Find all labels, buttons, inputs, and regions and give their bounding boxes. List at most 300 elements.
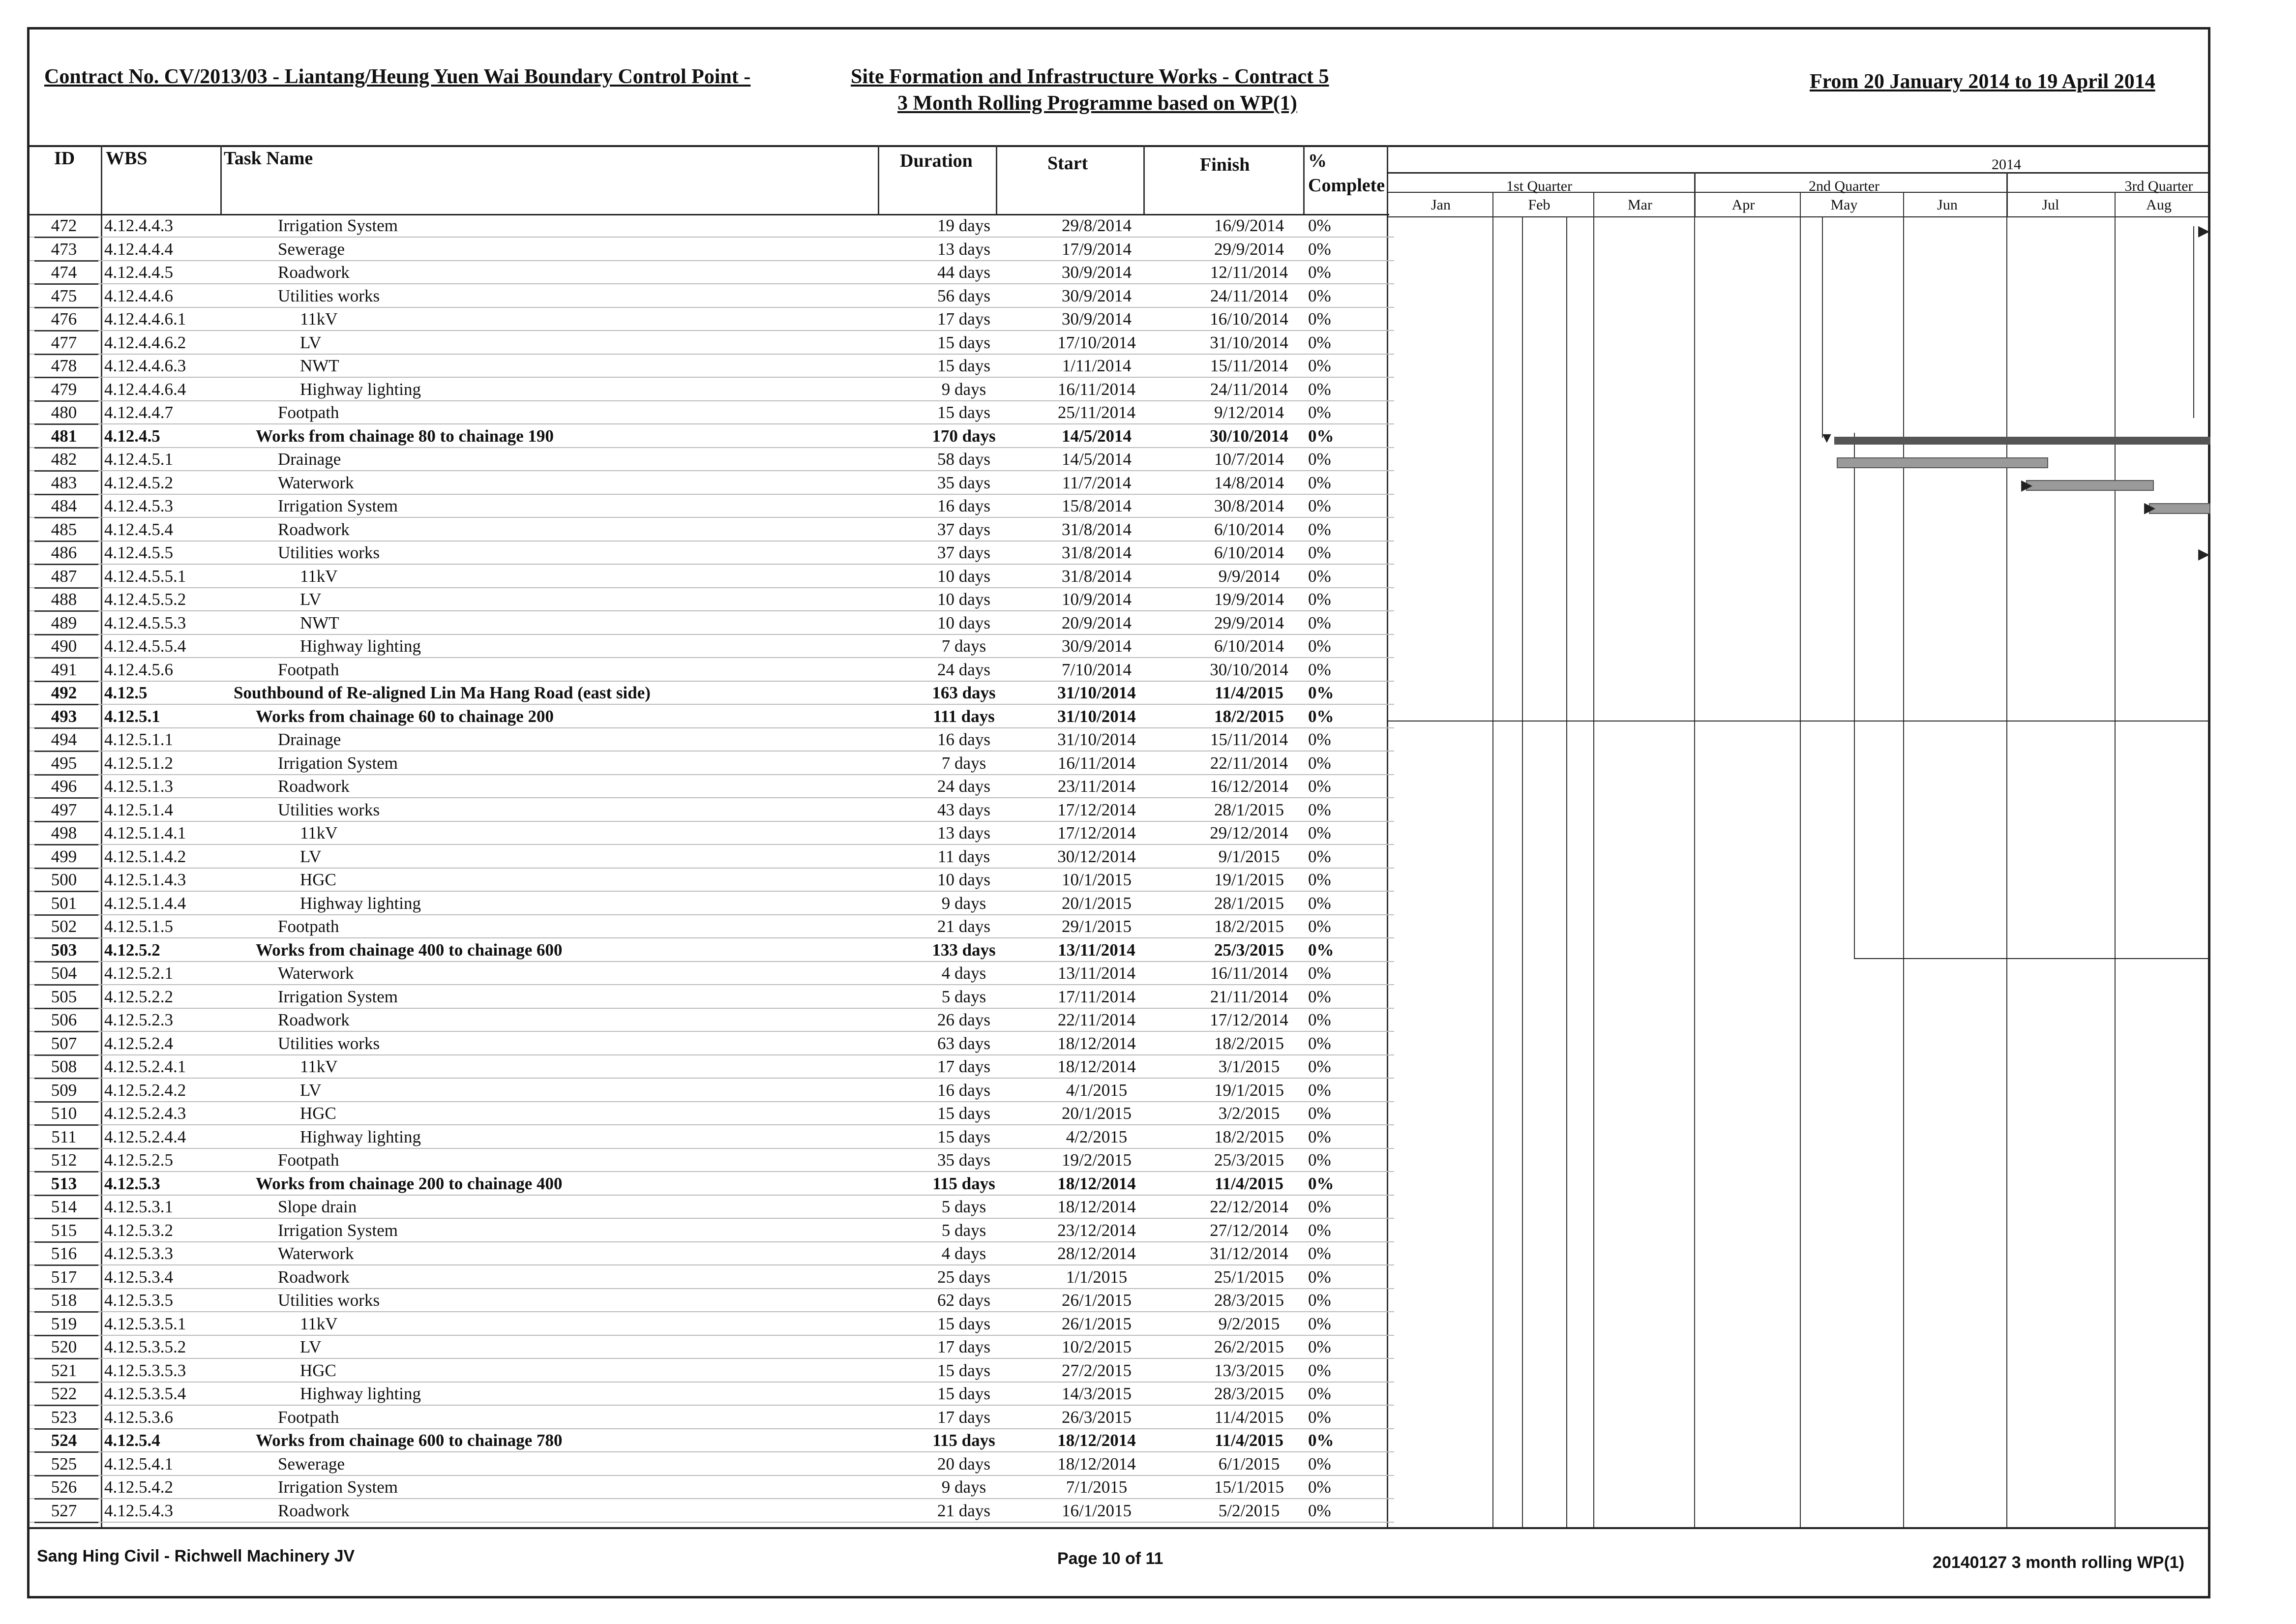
task-start: 11/7/2014 <box>1062 473 1132 492</box>
task-percent-complete: 0% <box>1308 1407 1331 1427</box>
table-row <box>30 1265 1394 1289</box>
task-percent-complete: 0% <box>1308 777 1331 796</box>
task-name: Roadwork <box>278 777 350 796</box>
table-row <box>30 518 1394 541</box>
task-name: LV <box>300 590 322 609</box>
task-duration: 25 days <box>937 1267 990 1287</box>
task-id: 516 <box>51 1244 77 1263</box>
task-start: 31/10/2014 <box>1057 730 1136 749</box>
timescale-month-mar: Mar <box>1628 197 1652 213</box>
task-wbs: 4.12.5.2.4.2 <box>104 1080 186 1100</box>
task-finish: 19/1/2015 <box>1214 1080 1284 1100</box>
table-row <box>30 541 1394 565</box>
task-duration: 17 days <box>937 1337 990 1356</box>
task-id: 507 <box>51 1033 77 1053</box>
task-wbs: 4.12.5.2.4 <box>104 1033 173 1053</box>
table-row <box>30 261 1394 284</box>
timescale-quarter-3: 3rd Quarter <box>2124 178 2193 194</box>
col-header-wbs: WBS <box>106 148 148 169</box>
task-finish: 6/10/2014 <box>1214 543 1284 562</box>
task-name: Roadwork <box>278 1267 350 1287</box>
task-name: 11kV <box>300 566 338 586</box>
timescale-quarter-1: 1st Quarter <box>1506 178 1573 194</box>
timescale-month-may: May <box>1830 197 1858 213</box>
task-name: 11kV <box>300 1314 338 1333</box>
task-finish: 15/1/2015 <box>1214 1477 1284 1497</box>
task-percent-complete: 0% <box>1308 496 1331 515</box>
timescale-month-aug: Aug <box>2146 197 2172 213</box>
task-finish: 25/1/2015 <box>1214 1267 1284 1287</box>
task-wbs: 4.12.5.3.5.4 <box>104 1384 186 1403</box>
task-name: Footpath <box>278 660 339 679</box>
link-arrow-icon: ▶ <box>2144 500 2156 516</box>
task-wbs: 4.12.5.4.1 <box>104 1454 173 1474</box>
col-divider <box>1143 145 1145 214</box>
timescale-month-jun: Jun <box>1937 197 1958 213</box>
gantt-group-divider <box>1387 721 2210 722</box>
task-wbs: 4.12.4.4.6.1 <box>104 309 186 329</box>
task-start: 17/12/2014 <box>1057 800 1136 819</box>
timescale-year: 2014 <box>1992 156 2021 173</box>
table-row <box>30 634 1394 658</box>
task-percent-complete: 0% <box>1308 403 1331 422</box>
task-percent-complete: 0% <box>1308 1501 1331 1520</box>
task-finish: 30/10/2014 <box>1210 660 1288 679</box>
task-wbs: 4.12.5.4 <box>104 1431 160 1450</box>
task-name: LV <box>300 1080 322 1100</box>
table-row <box>30 424 1394 448</box>
task-name: Waterwork <box>278 473 354 492</box>
task-duration: 5 days <box>941 987 986 1006</box>
col-divider <box>878 145 879 214</box>
task-wbs: 4.12.5.1.2 <box>104 753 173 773</box>
task-start: 14/5/2014 <box>1062 450 1132 469</box>
task-start: 20/1/2015 <box>1062 1104 1132 1123</box>
task-name: Irrigation System <box>278 987 398 1006</box>
task-start: 1/11/2014 <box>1062 356 1132 375</box>
date-range: From 20 January 2014 to 19 April 2014 <box>1810 70 2155 93</box>
task-finish: 29/9/2014 <box>1214 613 1284 632</box>
task-percent-complete: 0% <box>1308 1477 1331 1497</box>
task-finish: 10/7/2014 <box>1214 450 1284 469</box>
month-gridline <box>2006 192 2007 1527</box>
task-name: Works from chainage 400 to chainage 600 <box>256 940 563 960</box>
task-name: NWT <box>300 356 339 375</box>
link-line <box>1854 433 1855 959</box>
task-name: Utilities works <box>278 543 380 562</box>
task-percent-complete: 0% <box>1308 613 1331 632</box>
task-duration: 133 days <box>932 940 996 960</box>
task-id: 498 <box>51 823 77 842</box>
table-row <box>30 1406 1394 1429</box>
task-finish: 16/10/2014 <box>1210 309 1288 329</box>
task-duration: 16 days <box>937 730 990 749</box>
task-duration: 24 days <box>937 660 990 679</box>
task-start: 1/1/2015 <box>1066 1267 1128 1287</box>
task-finish: 16/9/2014 <box>1214 216 1284 235</box>
task-percent-complete: 0% <box>1308 1150 1331 1170</box>
task-id: 491 <box>51 660 77 679</box>
task-wbs: 4.12.5.2.1 <box>104 963 173 983</box>
task-wbs: 4.12.5.2.5 <box>104 1150 173 1170</box>
task-wbs: 4.12.5.2.2 <box>104 987 173 1006</box>
task-duration: 15 days <box>937 356 990 375</box>
task-finish: 29/9/2014 <box>1214 239 1284 259</box>
task-id: 522 <box>51 1384 77 1403</box>
task-wbs: 4.12.5.1.5 <box>104 917 173 936</box>
task-duration: 9 days <box>941 1477 986 1497</box>
title-divider <box>27 145 2210 147</box>
task-percent-complete: 0% <box>1308 1127 1331 1146</box>
task-wbs: 4.12.5.1.4.2 <box>104 846 186 866</box>
task-duration: 24 days <box>937 777 990 796</box>
task-duration: 15 days <box>937 332 990 352</box>
task-wbs: 4.12.5.3.6 <box>104 1407 173 1427</box>
task-bar-484 <box>2149 503 2210 514</box>
task-finish: 21/11/2014 <box>1210 987 1288 1006</box>
task-id: 475 <box>51 286 77 305</box>
task-percent-complete: 0% <box>1308 473 1331 492</box>
task-wbs: 4.12.5.4.3 <box>104 1501 173 1520</box>
task-finish: 3/2/2015 <box>1218 1104 1280 1123</box>
task-wbs: 4.12.5.1.4.3 <box>104 870 186 889</box>
task-percent-complete: 0% <box>1308 706 1334 726</box>
task-finish: 15/11/2014 <box>1210 730 1288 749</box>
task-id: 505 <box>51 987 77 1006</box>
task-percent-complete: 0% <box>1308 566 1331 586</box>
task-duration: 5 days <box>941 1220 986 1240</box>
task-start: 20/1/2015 <box>1062 893 1132 913</box>
task-id: 496 <box>51 777 77 796</box>
task-duration: 10 days <box>937 613 990 632</box>
task-name: Footpath <box>278 917 339 936</box>
task-id: 495 <box>51 753 77 773</box>
task-percent-complete: 0% <box>1308 660 1331 679</box>
timescale-quarter-2: 2nd Quarter <box>1808 178 1880 194</box>
task-start: 30/9/2014 <box>1062 263 1132 282</box>
task-bar-482 <box>1837 457 2048 468</box>
task-duration: 15 days <box>937 1314 990 1333</box>
task-wbs: 4.12.5.1.4.1 <box>104 823 186 842</box>
task-wbs: 4.12.4.5.5.1 <box>104 566 186 586</box>
table-row <box>30 1125 1394 1149</box>
task-finish: 30/10/2014 <box>1210 426 1288 446</box>
task-finish: 19/9/2014 <box>1214 590 1284 609</box>
table-row <box>30 938 1394 962</box>
month-gridline <box>1492 192 1493 1527</box>
table-row <box>30 658 1394 682</box>
task-wbs: 4.12.5.2.3 <box>104 1010 173 1029</box>
col-divider <box>996 145 997 214</box>
task-duration: 20 days <box>937 1454 990 1474</box>
task-wbs: 4.12.4.5.1 <box>104 450 173 469</box>
task-percent-complete: 0% <box>1308 987 1331 1006</box>
task-id: 517 <box>51 1267 77 1287</box>
task-start: 25/11/2014 <box>1057 403 1136 422</box>
task-id: 493 <box>51 706 77 726</box>
task-percent-complete: 0% <box>1308 683 1334 702</box>
task-name: Southbound of Re-aligned Lin Ma Hang Road (east side) <box>234 683 651 702</box>
task-wbs: 4.12.5 <box>104 683 148 702</box>
task-duration: 170 days <box>932 426 996 446</box>
task-wbs: 4.12.4.5.2 <box>104 473 173 492</box>
task-id: 521 <box>51 1360 77 1380</box>
table-row <box>30 1359 1394 1383</box>
task-start: 30/12/2014 <box>1057 846 1136 866</box>
task-id: 523 <box>51 1407 77 1427</box>
task-wbs: 4.12.4.5.5.3 <box>104 613 186 632</box>
task-finish: 19/1/2015 <box>1214 870 1284 889</box>
table-row <box>30 1429 1394 1452</box>
task-duration: 163 days <box>932 683 996 702</box>
task-start: 27/2/2015 <box>1062 1360 1132 1380</box>
task-id: 504 <box>51 963 77 983</box>
task-wbs: 4.12.4.5.5 <box>104 543 173 562</box>
task-duration: 10 days <box>937 870 990 889</box>
task-id: 526 <box>51 1477 77 1497</box>
task-name: Utilities works <box>278 1291 380 1310</box>
task-start: 29/1/2015 <box>1062 917 1132 936</box>
task-id: 484 <box>51 496 77 515</box>
table-row <box>30 681 1394 705</box>
task-percent-complete: 0% <box>1308 1010 1331 1029</box>
task-id: 525 <box>51 1454 77 1474</box>
table-row <box>30 985 1394 1009</box>
task-name: NWT <box>300 613 339 632</box>
task-start: 17/12/2014 <box>1057 823 1136 842</box>
task-start: 16/11/2014 <box>1057 379 1136 399</box>
task-duration: 7 days <box>941 636 986 656</box>
col-header-duration: Duration <box>900 150 973 171</box>
task-wbs: 4.12.5.1.4 <box>104 800 173 819</box>
task-name: Highway lighting <box>300 893 421 913</box>
contract-title: Contract No. CV/2013/03 - Liantang/Heung Yuen Wai Boundary Control Point - <box>44 65 751 88</box>
task-id: 520 <box>51 1337 77 1356</box>
task-finish: 18/2/2015 <box>1214 917 1284 936</box>
task-percent-complete: 0% <box>1308 1080 1331 1100</box>
task-wbs: 4.12.4.4.6 <box>104 286 173 305</box>
task-start: 26/3/2015 <box>1062 1407 1132 1427</box>
task-percent-complete: 0% <box>1308 590 1331 609</box>
task-name: Utilities works <box>278 800 380 819</box>
task-name: LV <box>300 1337 322 1356</box>
task-duration: 63 days <box>937 1033 990 1053</box>
task-finish: 28/1/2015 <box>1214 893 1284 913</box>
task-name: Roadwork <box>278 263 350 282</box>
task-duration: 115 days <box>932 1431 995 1450</box>
task-wbs: 4.12.4.5 <box>104 426 160 446</box>
progress-line <box>1522 216 1523 1527</box>
task-duration: 9 days <box>941 893 986 913</box>
task-wbs: 4.12.4.5.5.4 <box>104 636 186 656</box>
task-finish: 18/2/2015 <box>1214 1127 1284 1146</box>
task-start: 29/8/2014 <box>1062 216 1132 235</box>
table-row <box>30 821 1394 845</box>
task-finish: 30/8/2014 <box>1214 496 1284 515</box>
task-id: 486 <box>51 543 77 562</box>
task-start: 23/12/2014 <box>1057 1220 1136 1240</box>
table-row <box>30 775 1394 798</box>
task-name: Drainage <box>278 450 341 469</box>
link-line <box>2193 226 2194 418</box>
task-finish: 11/4/2015 <box>1214 1173 1284 1193</box>
task-percent-complete: 0% <box>1308 286 1331 305</box>
task-wbs: 4.12.4.5.5.2 <box>104 590 186 609</box>
task-wbs: 4.12.5.2.4.3 <box>104 1104 186 1123</box>
task-percent-complete: 0% <box>1308 1244 1331 1263</box>
task-finish: 14/8/2014 <box>1214 473 1284 492</box>
task-duration: 17 days <box>937 1407 990 1427</box>
task-percent-complete: 0% <box>1308 450 1331 469</box>
task-wbs: 4.12.4.4.7 <box>104 403 173 422</box>
table-row <box>30 378 1394 401</box>
table-row <box>30 1008 1394 1032</box>
timescale-month-feb: Feb <box>1528 197 1551 213</box>
task-name: Highway lighting <box>300 1384 421 1403</box>
task-name: Works from chainage 60 to chainage 200 <box>256 706 554 726</box>
task-wbs: 4.12.5.3.3 <box>104 1244 173 1263</box>
task-id: 497 <box>51 800 77 819</box>
task-duration: 43 days <box>937 800 990 819</box>
task-start: 19/2/2015 <box>1062 1150 1132 1170</box>
task-percent-complete: 0% <box>1308 730 1331 749</box>
task-start: 31/8/2014 <box>1062 543 1132 562</box>
programme-title: Site Formation and Infrastructure Works - Contract 5 <box>851 65 1329 88</box>
task-percent-complete: 0% <box>1308 216 1331 235</box>
table-row <box>30 1172 1394 1196</box>
task-id: 518 <box>51 1291 77 1310</box>
table-row <box>30 1475 1394 1499</box>
task-percent-complete: 0% <box>1308 800 1331 819</box>
task-id: 476 <box>51 309 77 329</box>
task-start: 18/12/2014 <box>1057 1057 1136 1076</box>
task-duration: 26 days <box>937 1010 990 1029</box>
task-duration: 4 days <box>941 1244 986 1263</box>
task-name: Slope drain <box>278 1197 357 1216</box>
task-start: 18/12/2014 <box>1057 1431 1136 1450</box>
task-finish: 31/12/2014 <box>1210 1244 1288 1263</box>
task-percent-complete: 0% <box>1308 1291 1331 1310</box>
task-duration: 35 days <box>937 473 990 492</box>
task-start: 17/11/2014 <box>1057 987 1136 1006</box>
task-duration: 16 days <box>937 1080 990 1100</box>
task-id: 488 <box>51 590 77 609</box>
task-finish: 18/2/2015 <box>1214 706 1284 726</box>
task-id: 474 <box>51 263 77 282</box>
task-duration: 17 days <box>937 1057 990 1076</box>
task-duration: 15 days <box>937 1360 990 1380</box>
task-id: 527 <box>51 1501 77 1520</box>
task-finish: 9/12/2014 <box>1214 403 1284 422</box>
task-id: 487 <box>51 566 77 586</box>
task-percent-complete: 0% <box>1308 519 1331 539</box>
link-arrow-icon: ▶ <box>2198 546 2210 562</box>
task-duration: 37 days <box>937 519 990 539</box>
task-start: 26/1/2015 <box>1062 1291 1132 1310</box>
task-duration: 15 days <box>937 1104 990 1123</box>
task-duration: 62 days <box>937 1291 990 1310</box>
task-finish: 26/2/2015 <box>1214 1337 1284 1356</box>
task-name: Irrigation System <box>278 753 398 773</box>
task-wbs: 4.12.4.5.6 <box>104 660 173 679</box>
task-start: 17/10/2014 <box>1057 332 1136 352</box>
task-finish: 16/11/2014 <box>1210 963 1288 983</box>
task-start: 31/8/2014 <box>1062 519 1132 539</box>
table-row <box>30 588 1394 611</box>
table-row <box>30 752 1394 775</box>
task-name: Irrigation System <box>278 1220 398 1240</box>
col-header-finish: Finish <box>1200 154 1250 175</box>
task-duration: 9 days <box>941 379 986 399</box>
timescale-divider <box>1387 216 2210 217</box>
task-finish: 16/12/2014 <box>1210 777 1288 796</box>
table-row <box>30 471 1394 495</box>
task-name: Footpath <box>278 1150 339 1170</box>
task-start: 13/11/2014 <box>1058 940 1135 960</box>
link-arrow-icon: ▶ <box>2021 477 2033 493</box>
task-id: 524 <box>51 1431 77 1450</box>
task-start: 14/3/2015 <box>1062 1384 1132 1403</box>
task-wbs: 4.12.4.5.3 <box>104 496 173 515</box>
table-row <box>30 611 1394 635</box>
task-wbs: 4.12.4.4.3 <box>104 216 173 235</box>
task-percent-complete: 0% <box>1308 870 1331 889</box>
task-percent-complete: 0% <box>1308 1314 1331 1333</box>
task-finish: 22/12/2014 <box>1210 1197 1288 1216</box>
task-wbs: 4.12.5.3.5 <box>104 1291 173 1310</box>
task-percent-complete: 0% <box>1308 846 1331 866</box>
task-start: 18/12/2014 <box>1057 1033 1136 1053</box>
table-row <box>30 1289 1394 1312</box>
task-id: 513 <box>51 1173 77 1193</box>
progress-line <box>1566 216 1567 1527</box>
programme-subtitle: 3 Month Rolling Programme based on WP(1) <box>897 92 1297 115</box>
task-wbs: 4.12.5.3.2 <box>104 1220 173 1240</box>
task-start: 31/8/2014 <box>1062 566 1132 586</box>
table-row <box>30 238 1394 261</box>
task-wbs: 4.12.5.1 <box>104 706 160 726</box>
table-row <box>30 1452 1394 1476</box>
task-name: Roadwork <box>278 519 350 539</box>
task-start: 18/12/2014 <box>1057 1197 1136 1216</box>
task-id: 500 <box>51 870 77 889</box>
task-wbs: 4.12.5.1.3 <box>104 777 173 796</box>
footer-document-ref: 20140127 3 month rolling WP(1) <box>1933 1553 2185 1572</box>
month-gridline <box>1800 192 1801 1527</box>
table-row <box>30 1312 1394 1336</box>
task-finish: 25/3/2015 <box>1214 940 1284 960</box>
task-start: 10/2/2015 <box>1062 1337 1132 1356</box>
table-row <box>30 1499 1394 1523</box>
task-percent-complete: 0% <box>1308 1337 1331 1356</box>
table-row <box>30 728 1394 752</box>
col-header-pct-2: Complete <box>1308 175 1385 196</box>
month-gridline <box>1593 192 1594 1527</box>
footer-divider <box>27 1527 2210 1529</box>
summary-bar-481 <box>1834 437 2210 445</box>
task-id: 472 <box>51 216 77 235</box>
task-percent-complete: 0% <box>1308 332 1331 352</box>
task-start: 18/12/2014 <box>1057 1454 1136 1474</box>
task-duration: 17 days <box>937 309 990 329</box>
task-start: 16/11/2014 <box>1057 753 1136 773</box>
task-finish: 25/3/2015 <box>1214 1150 1284 1170</box>
task-name: Works from chainage 600 to chainage 780 <box>256 1431 563 1450</box>
task-start: 13/11/2014 <box>1057 963 1136 983</box>
task-duration: 115 days <box>932 1173 995 1193</box>
task-percent-complete: 0% <box>1308 1197 1331 1216</box>
task-name: Highway lighting <box>300 379 421 399</box>
